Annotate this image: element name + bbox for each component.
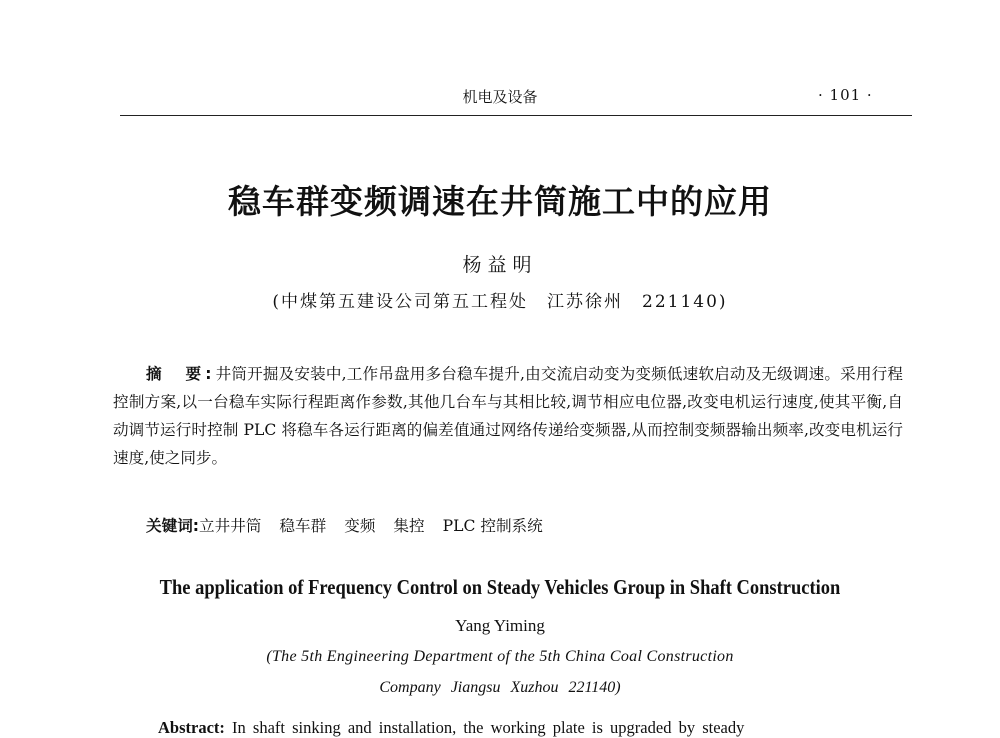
abstract-cn-text: 井筒开掘及安装中,工作吊盘用多台稳车提升,由交流启动变为变频低速软启动及无级调速。采用行程控制方案,以一台稳车实际行程距离作参数,其他几台车与其相比较,调节相应电位器,改变电机运行速度,使其平衡,自动调节运行时控制 PLC 将稳车各运行距离的偏差值通过网络传递给变频器,从而控制变频器输出频率,改变电机运行速度,使之同步。 xyxy=(113,365,903,467)
keyword-item: PLC 控制系统 xyxy=(442,517,543,535)
abstract-en-label: Abstract: xyxy=(158,718,225,737)
author-name-en: Yang Yiming xyxy=(455,616,545,635)
abstract-cn-label: 摘 要: xyxy=(146,365,216,383)
abstract-en xyxy=(158,718,918,738)
keywords-cn xyxy=(146,514,561,536)
page-number: · 101 · xyxy=(818,86,873,104)
affiliation-en-line2: Company Jiangsu Xuzhou 221140) xyxy=(379,679,621,696)
running-header-section: 机电及设备 xyxy=(462,88,538,106)
header-rule xyxy=(120,115,912,116)
abstract-cn xyxy=(113,360,903,472)
paper-title-cn: 稳车群变频调速在井筒施工中的应用 xyxy=(228,182,772,221)
keyword-item: 集控 xyxy=(393,517,425,535)
abstract-en-text: In shaft sinking and installation, the working plate is upgraded by steady xyxy=(232,718,745,737)
keyword-item: 立井井筒 xyxy=(199,517,262,535)
keyword-item: 稳车群 xyxy=(279,517,327,535)
keywords-cn-label: 关键词: xyxy=(146,517,200,535)
author-name-cn: 杨益明 xyxy=(462,254,538,276)
affiliation-en-line1: (The 5th Engineering Department of the 5th China Coal Construction xyxy=(266,648,734,665)
paper-title-en: The application of Frequency Control on Steady Vehicles Group in Shaft Construction xyxy=(159,575,841,599)
keyword-item: 变频 xyxy=(344,517,376,535)
affiliation-cn: (中煤第五建设公司第五工程处 江苏徐州 221140) xyxy=(272,292,728,312)
